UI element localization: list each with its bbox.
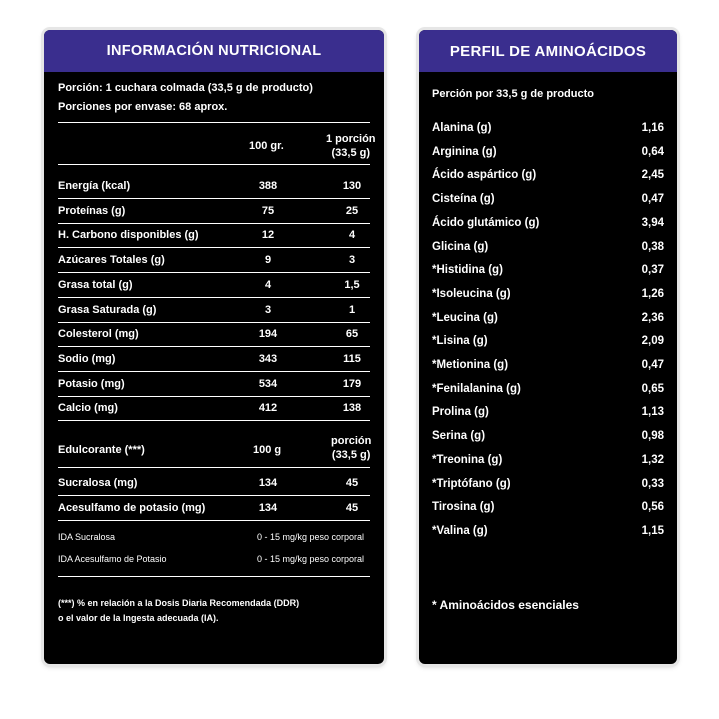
amino-value: 1,15	[641, 524, 664, 537]
amino-value: 0,65	[641, 382, 664, 395]
row-value-100: 75	[261, 204, 275, 217]
list-item	[432, 425, 664, 449]
row-label: H. Carbono disponibles (g)	[58, 229, 199, 242]
ida-value: 0 - 15 mg/kg peso corporal	[256, 554, 364, 564]
row-divider	[58, 520, 370, 521]
row-value-portion: 130	[342, 180, 362, 192]
list-item	[432, 449, 664, 473]
row-value-portion: 4	[348, 229, 356, 242]
table-row	[58, 348, 370, 372]
sweetener-col-100: 100 g	[253, 444, 282, 456]
list-item	[432, 496, 664, 520]
list-item	[432, 307, 664, 331]
list-item	[432, 188, 664, 212]
amino-value: 0,38	[641, 240, 664, 253]
amino-footnote: * Aminoácidos esenciales	[432, 598, 579, 612]
amino-value: 2,45	[641, 169, 664, 182]
amino-portion-text: Perción por 33,5 g de producto	[432, 88, 594, 100]
row-value-100: 343	[258, 352, 278, 365]
footnote-line2: o el valor de la Ingesta adecuada (IA).	[58, 613, 219, 623]
table-row	[58, 200, 370, 224]
col-header-portion	[326, 133, 376, 159]
row-label: Colesterol (mg)	[58, 328, 139, 341]
amino-label: Serina (g)	[432, 430, 486, 443]
list-item	[432, 401, 664, 425]
row-label: Sodio (mg)	[58, 352, 116, 365]
row-value-portion: 138	[342, 402, 362, 415]
row-divider	[58, 495, 370, 496]
list-item	[432, 283, 664, 307]
ida-value: 0 - 15 mg/kg peso corporal	[256, 532, 364, 542]
sweetener-label: Edulcorante (***)	[58, 444, 145, 456]
row-value-portion: 179	[342, 377, 362, 390]
amino-label: Alanina (g)	[432, 122, 492, 134]
row-value-100: 9	[264, 254, 272, 267]
table-row	[58, 274, 370, 298]
ida-label: IDA Sucralosa	[58, 532, 116, 542]
amino-label: *Treonina (g)	[432, 453, 503, 466]
row-value-100: 388	[258, 180, 278, 192]
row-value-100: 134	[258, 477, 278, 489]
table-row	[58, 175, 370, 199]
row-label: Azúcares Totales (g)	[58, 254, 165, 267]
amino-value: 0,98	[641, 430, 664, 443]
amino-label: Ácido aspártico (g)	[432, 169, 537, 182]
amino-label: *Leucina (g)	[432, 311, 498, 324]
sweetener-col-portion-line2: (33,5 g)	[331, 449, 371, 461]
footnote-line1: (***) % en relación a la Dosis Diaria Recomendada (DDR)	[58, 598, 300, 608]
list-item	[432, 354, 664, 378]
col-header-portion-line1: 1 porción	[326, 133, 376, 145]
row-value-portion: 115	[343, 352, 361, 365]
nutrition-title: INFORMACIÓN NUTRICIONAL	[44, 30, 384, 72]
table-row	[58, 373, 370, 397]
table-row	[58, 472, 370, 496]
table-row	[58, 497, 370, 521]
row-value-100: 412	[258, 402, 278, 415]
sweetener-col-portion	[331, 435, 371, 461]
row-value-100: 4	[264, 278, 272, 291]
amino-value: 1,16	[641, 122, 664, 134]
row-label: Proteínas (g)	[58, 204, 126, 217]
sweetener-col-portion-line1: porción	[331, 435, 372, 447]
row-value-portion: 45	[345, 477, 359, 489]
list-item	[432, 520, 664, 544]
amino-value: 0,56	[641, 501, 664, 514]
list-item	[432, 259, 664, 283]
amino-value: 2,09	[641, 335, 664, 348]
col-header-portion-line2: (33,5 g)	[331, 147, 371, 159]
row-divider	[58, 420, 370, 421]
amino-label: Arginina (g)	[432, 145, 497, 158]
amino-value: 1,13	[641, 406, 664, 419]
row-value-100: 12	[261, 229, 275, 242]
list-item	[432, 141, 664, 165]
divider	[58, 164, 370, 165]
row-label: Potasio (mg)	[58, 377, 125, 390]
table-row	[58, 323, 370, 347]
row-value-100: 194	[258, 328, 278, 341]
list-item	[432, 236, 664, 260]
table-row	[58, 224, 370, 248]
amino-title: PERFIL DE AMINOÁCIDOS	[419, 30, 677, 72]
amino-value: 1,26	[641, 287, 664, 300]
list-item	[432, 330, 664, 354]
ida-label: IDA Acesulfamo de Potasio	[58, 554, 167, 564]
divider	[58, 576, 370, 577]
row-label: Sucralosa (mg)	[58, 477, 138, 489]
amino-label: *Fenilalanina (g)	[432, 382, 521, 395]
list-item	[432, 378, 664, 402]
amino-value: 0,64	[641, 145, 664, 158]
amino-label: Prolina (g)	[432, 406, 489, 419]
amino-value: 0,47	[641, 193, 664, 206]
amino-value: 1,32	[641, 453, 664, 466]
amino-label: *Lisina (g)	[432, 335, 488, 348]
amino-label: Cisteína (g)	[432, 193, 495, 206]
row-value-100: 134	[258, 502, 278, 514]
portion-text: Porción: 1 cuchara colmada (33,5 g de producto)	[58, 82, 313, 94]
amino-value: 3,94	[641, 216, 664, 229]
amino-value: 0,33	[641, 477, 664, 490]
amino-value: 2,36	[641, 311, 664, 324]
row-value-100: 3	[264, 303, 272, 316]
row-value-portion: 1,5	[344, 278, 360, 291]
amino-label: *Isoleucina (g)	[432, 287, 511, 300]
row-value-portion: 65	[345, 328, 359, 341]
row-value-100: 534	[258, 377, 278, 390]
list-item	[432, 473, 664, 497]
table-row	[58, 299, 370, 323]
row-label: Acesulfamo de potasio (mg)	[58, 502, 206, 514]
col-header-100: 100 gr.	[249, 140, 284, 152]
amino-label: *Triptófano (g)	[432, 477, 511, 490]
ida-row	[58, 554, 370, 570]
amino-label: Tirosina (g)	[432, 501, 495, 514]
amino-label: *Metionina (g)	[432, 359, 509, 371]
row-label: Grasa Saturada (g)	[58, 303, 157, 316]
row-value-portion: 3	[348, 254, 356, 267]
divider	[58, 467, 370, 468]
amino-panel	[419, 30, 677, 664]
row-value-portion: 1	[348, 303, 356, 316]
list-item	[432, 164, 664, 188]
ida-row	[58, 532, 370, 548]
row-label: Grasa total (g)	[58, 278, 133, 291]
nutrition-panel	[44, 30, 384, 664]
list-item	[432, 117, 664, 141]
amino-value: 0,37	[641, 264, 664, 277]
table-row	[58, 249, 370, 273]
row-label: Energía (kcal)	[58, 180, 131, 192]
amino-label: Glicina (g)	[432, 240, 489, 253]
table-row	[58, 397, 370, 421]
divider	[58, 122, 370, 123]
amino-label: Ácido glutámico (g)	[432, 216, 540, 229]
row-value-portion: 45	[345, 502, 359, 514]
servings-text: Porciones por envase: 68 aprox.	[58, 101, 228, 113]
row-value-portion: 25	[345, 204, 359, 217]
amino-label: *Histidina (g)	[432, 264, 503, 277]
row-label: Calcio (mg)	[58, 402, 118, 415]
amino-label: *Valina (g)	[432, 524, 488, 537]
amino-value: 0,47	[641, 359, 664, 371]
list-item	[432, 212, 664, 236]
